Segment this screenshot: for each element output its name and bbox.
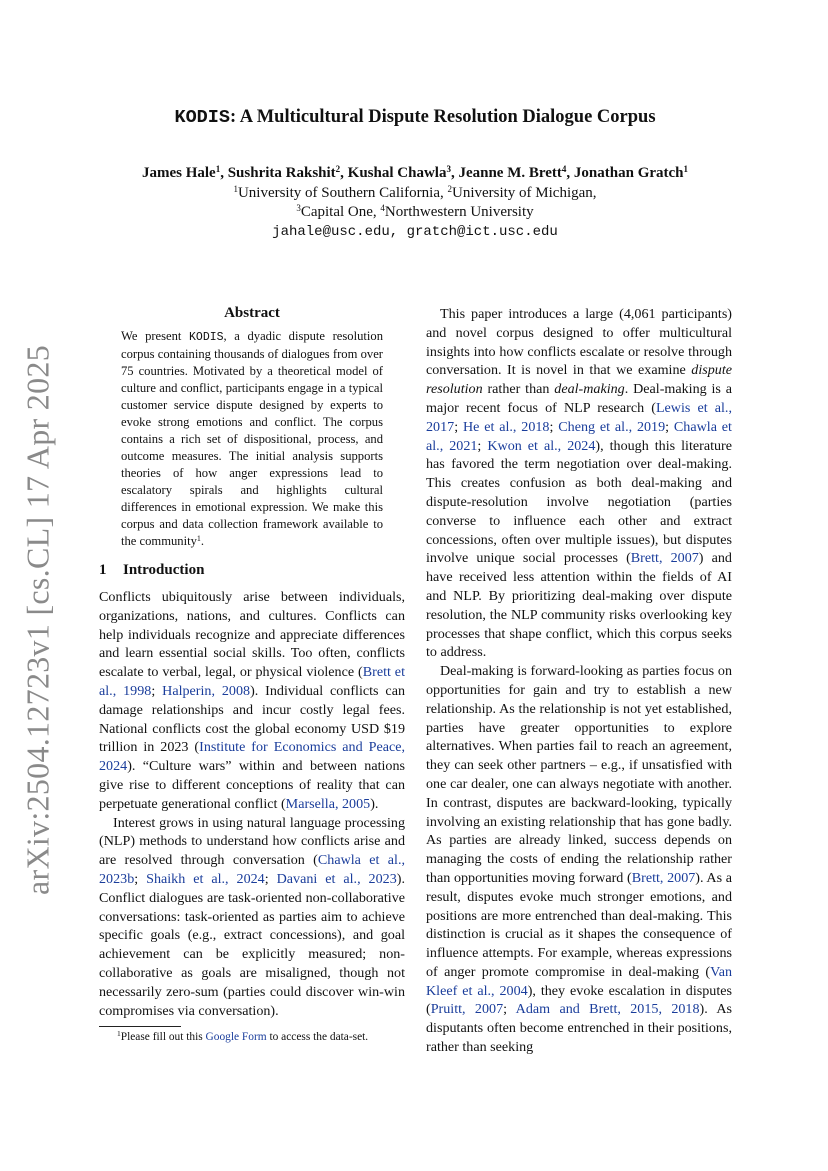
citation-link[interactable]: Adam and Brett, 2015, 2018	[515, 1001, 700, 1018]
citation-link[interactable]: Lewis et al., 2017	[426, 399, 732, 435]
citation-link[interactable]: Chawla et al., 2023b	[99, 852, 405, 887]
citation-link[interactable]: Marsella, 2005	[285, 795, 371, 812]
intro-paragraph-1: Conflicts ubiquitously arise between individuals, organizations, nations, and cultures. Conflicts can help individuals recognize and appreciate differences and learn essential social skills. Too often, conflicts escalate to verbal, legal, or physical violence (Brett et al., 1998; Halperin, 2008). Individual conflicts can damage relationships and incur costly legal fees. National conflicts cost the global economy USD $19 trillion in 2023 (Institute for Economics and Peace, 2024). “Culture wars” within and between nations give rise to different conceptions of reality that can perpetuate generational conflict (Marsella, 2005).	[99, 589, 406, 812]
footnote: $^1$Please fill out this Google Form to access the data-set.	[117, 1029, 369, 1044]
citation-link[interactable]: Institute for Economics and Peace, 2024	[99, 739, 406, 775]
author: Sushrita Rakshit$^2$	[227, 164, 341, 181]
author: Jeanne M. Brett$^4$	[458, 164, 567, 181]
body-paragraph-2: Deal-making is forward-looking as parties focus on opportunities for gain and try to establish a new relationship. As the relationship is not yet established, parties have greater opportunities to explore alternatives. When parties fail to reach an agreement, they can seek other partners – e.g., if unsatisfied with one car dealer, one can always negotiate with another. In contrast, disputes are backward-looking, typically involving an existing relationship that has gone badly. As parties are already linked, success depends on managing the costs of ending the relationship rather than opportunities moving forward (Brett, 2007). As a result, disputes evoke much stronger emotions, and positions are more entrenched than deal-making. This distinction is crucial as it shapes the consequence of influence attempts. For example, whereas expressions of anger promote compromise in deal-making (Van Kleef et al., 2004), they evoke escalation in disputes (Pruitt, 2007; Adam and Brett, 2015, 2018). As disputants often become entrenched in their positions, rather than seeking	[426, 663, 733, 1056]
footnote-marker[interactable]: 1	[196, 534, 201, 543]
google-form-link[interactable]: Google Form	[205, 1031, 267, 1044]
citation-link[interactable]: He et al., 2018	[462, 418, 550, 435]
affiliation-line-2: $^3$Capital One, $^4$Northwestern University	[296, 203, 534, 220]
author: James Hale$^1$	[141, 164, 221, 181]
citation-link[interactable]: Pruitt, 2007	[430, 1001, 504, 1018]
citation-link[interactable]: Shaikh et al., 2024	[146, 870, 265, 887]
abstract-heading: Abstract	[224, 305, 280, 321]
intro-paragraph-2: Interest grows in using natural language processing (NLP) methods to understand how conflicts arise and are resolved through conversation (Chawla et al., 2023b; Shaikh et al., 2024; Davani et al., 2023). Conflict dialogues are task-oriented non-collaborative conversations: task-oriented as parties aim to achieve specific goals (e.g., extract concessions), and goal achievement can be explicitly measured; non-collaborative as goals are misaligned, though not necessarily zero-sum (parties could discover win-win compromises via conversation).	[99, 814, 405, 1019]
affiliation-line-1: $^1$University of Southern California, $^2$University of Michigan,	[233, 183, 597, 201]
title-corpus-name: KODIS	[174, 107, 230, 128]
citation-link[interactable]: Brett, 2007	[631, 869, 696, 886]
title-rest: : A Multicultural Dispute Resolution Dialogue Corpus	[229, 107, 656, 127]
citation-link[interactable]: Davani et al., 2023	[276, 870, 397, 887]
citation-link[interactable]: Chawla et al., 2021	[426, 418, 732, 454]
arxiv-id-text: arXiv:2504.12723v1 [cs.CL] 17 Apr 2025	[19, 344, 56, 896]
author-block	[80, 164, 750, 242]
body-paragraph-1: This paper introduces a large (4,061 participants) and novel corpus designed to offer multicultural insights into how conflicts escalate or resolve through conversation. It is novel in that we examine dispute resolution rather than deal-making. Deal-making is a major recent focus of NLP research (Lewis et al., 2017; He et al., 2018; Cheng et al., 2019; Chawla et al., 2021; Kwon et al., 2024), though this literature has favored the term negotiation over deal-making. This creates confusion as both deal-making and dispute-resolution involve negotiation (parties converse to influence each other and extract concessions, often over multiple issues), but disputes involve unique social processes (Brett, 2007) and have received less attention within the fields of AI and NLP. By prioritizing deal-making over dispute resolution, the NLP community risks overlooking key processes that shape conflict, which this corpus seeks to address.	[426, 306, 732, 661]
paper-title	[100, 107, 730, 128]
abstract-text: We present KODIS, a dyadic dispute resolution corpus containing thousands of dialogues from over 75 countries. Motivated by a theoretical model of culture and conflict, participants engage in a typical customer service dispute designed by experts to evoke strong emotions and conflict. The corpus contains a rich set of dispositional, process, and outcome measures. The initial analysis supports theories of how anger expressions lead to escalatory spirals and highlights cultural differences in emotional expression. We make this corpus and data collection framework available to the community$^1$.	[121, 329, 383, 548]
footnote-divider	[99, 1026, 181, 1027]
citation-link[interactable]: Cheng et al., 2019	[558, 418, 666, 435]
author: Kushal Chawla$^3$	[347, 164, 451, 181]
citation-link[interactable]: Brett, 2007	[630, 550, 699, 567]
author-emails: jahale@usc.edu, gratch@ict.usc.edu	[272, 223, 558, 240]
citation-link[interactable]: Brett et al., 1998	[99, 664, 405, 699]
citation-link[interactable]: Halperin, 2008	[162, 682, 251, 699]
author-names: James Hale$^1$, Sushrita Rakshit$^2$, Kushal Chawla$^3$, Jeanne M. Brett$^4$, Jonathan Gratch$^1$	[141, 164, 689, 181]
citation-link[interactable]: Van Kleef et al., 2004	[426, 963, 732, 999]
section-heading-introduction: 1 Introduction	[99, 562, 205, 578]
arxiv-identifier-stamp	[18, 344, 58, 896]
citation-link[interactable]: Kwon et al., 2024	[487, 437, 596, 454]
right-column	[426, 305, 732, 1057]
left-column	[99, 305, 405, 1044]
author: Jonathan Gratch$^1$	[573, 164, 689, 181]
